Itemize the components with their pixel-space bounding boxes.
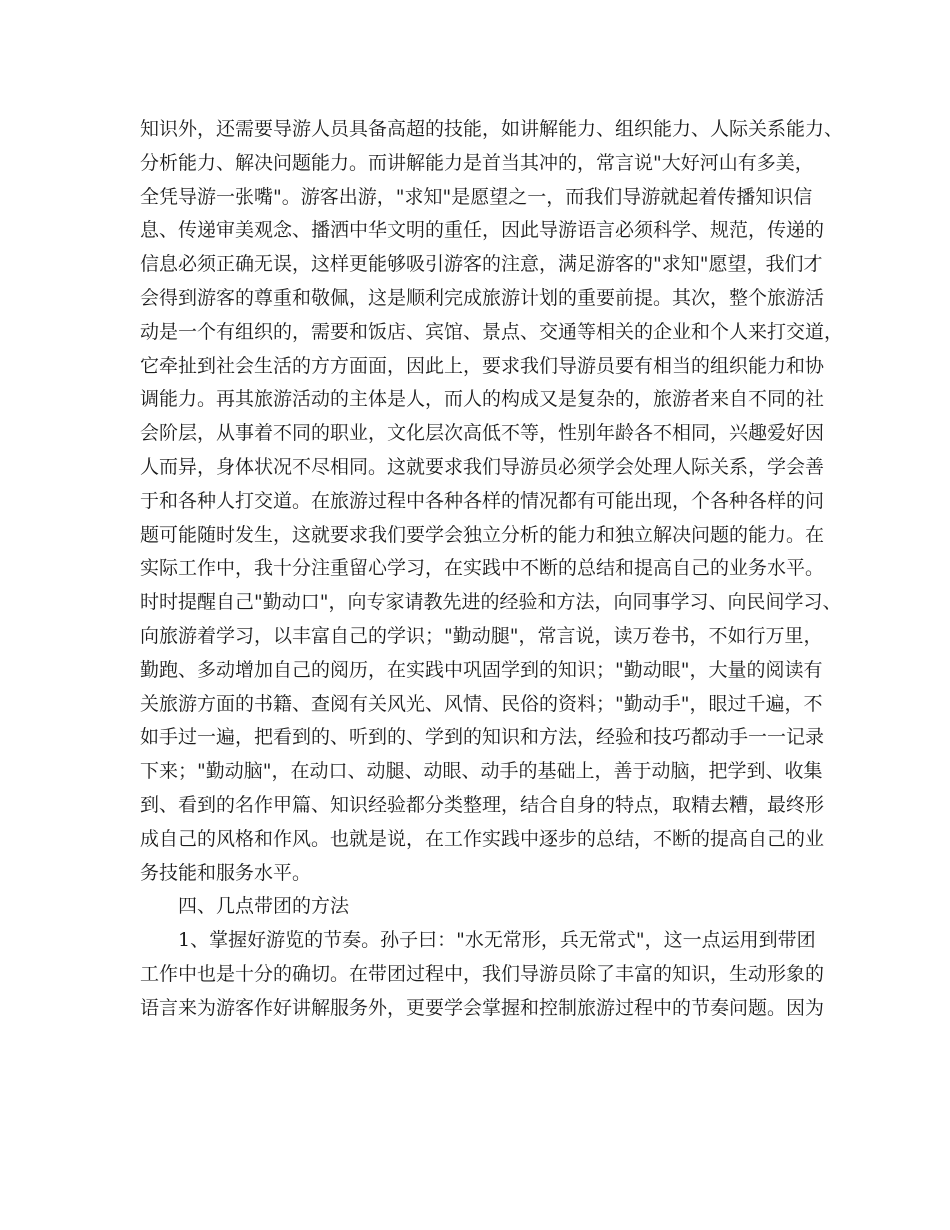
body-line: 到、看到的名作甲篇、知识经验都分类整理，结合自身的特点，取精去糟，最终形 bbox=[140, 793, 825, 816]
body-line: 会阶层，从事着不同的职业，文化层次高低不等，性别年龄各不相同，兴趣爱好因 bbox=[140, 422, 825, 445]
body-line: 语言来为游客作好讲解服务外，更要学会掌握和控制旅游过程中的节奏问题。因为 bbox=[140, 996, 825, 1019]
body-line: 关旅游方面的书籍、查阅有关风光、风情、民俗的资料；"勤动手"，眼过千遍，不 bbox=[140, 692, 823, 715]
body-line: 信息必须正确无误，这样更能够吸引游客的注意，满足游客的"求知"愿望，我们才 bbox=[140, 253, 823, 276]
body-line: 它牵扯到社会生活的方方面面，因此上，要求我们导游员要有相当的组织能力和协 bbox=[140, 354, 825, 377]
document-body bbox=[140, 113, 844, 1026]
body-line: 1、掌握好游览的节奏。孙子曰："水无常形，兵无常式"，这一点运用到带团 bbox=[178, 929, 816, 952]
body-line: 知识外，还需要导游人员具备高超的技能，如讲解能力、组织能力、人际关系能力、 bbox=[140, 118, 844, 140]
body-line: 实际工作中，我十分注重留心学习，在实践中不断的总结和提高自己的业务水平。 bbox=[140, 557, 825, 580]
body-line: 全凭导游一张嘴"。游客出游，"求知"是愿望之一，而我们导游就起着传播知识信 bbox=[140, 185, 813, 208]
body-line: 调能力。再其旅游活动的主体是人，而人的构成又是复杂的，旅游者来自不同的社 bbox=[140, 388, 825, 411]
body-line: 人而异，身体状况不尽相同。这就要求我们导游员必须学会处理人际关系，学会善 bbox=[140, 455, 825, 478]
body-line: 工作中也是十分的确切。在带团过程中，我们导游员除了丰富的知识，生动形象的 bbox=[140, 962, 825, 985]
body-line: 会得到游客的尊重和敬佩，这是顺利完成旅游计划的重要前提。其次，整个旅游活 bbox=[140, 286, 825, 309]
body-line: 向旅游着学习，以丰富自己的学识；"勤动腿"，常言说，读万卷书，不如行万里， bbox=[140, 624, 823, 647]
body-line: 息、传递审美观念、播洒中华文明的重任，因此导游语言必须科学、规范，传递的 bbox=[140, 219, 825, 242]
body-line: 时时提醒自己"勤动口"，向专家请教先进的经验和方法，向同事学习、向民间学习、 bbox=[140, 591, 842, 614]
body-line: 如手过一遍，把看到的、听到的、学到的知识和方法，经验和技巧都动手一一记录 bbox=[140, 726, 825, 749]
body-line: 下来；"勤动脑"，在动口、动腿、动眼、动手的基础上，善于动脑，把学到、收集 bbox=[140, 760, 823, 783]
body-line: 成自己的风格和作风。也就是说，在工作实践中逐步的总结，不断的提高自己的业 bbox=[140, 827, 825, 850]
body-line: 动是一个有组织的，需要和饭店、宾馆、景点、交通等相关的企业和个人来打交道， bbox=[140, 320, 844, 343]
body-line: 于和各种人打交道。在旅游过程中各种各样的情况都有可能出现，个各种各样的问 bbox=[140, 489, 825, 512]
body-line: 勤跑、多动增加自己的阅历，在实践中巩固学到的知识；"勤动眼"，大量的阅读有 bbox=[140, 658, 823, 681]
section-heading: 四、几点带团的方法 bbox=[178, 895, 350, 918]
body-line: 分析能力、解决问题能力。而讲解能力是首当其冲的，常言说"大好河山有多美， bbox=[140, 151, 814, 174]
body-line: 题可能随时发生，这就要求我们要学会独立分析的能力和独立解决问题的能力。在 bbox=[140, 523, 825, 546]
body-line: 务技能和服务水平。 bbox=[140, 861, 312, 884]
